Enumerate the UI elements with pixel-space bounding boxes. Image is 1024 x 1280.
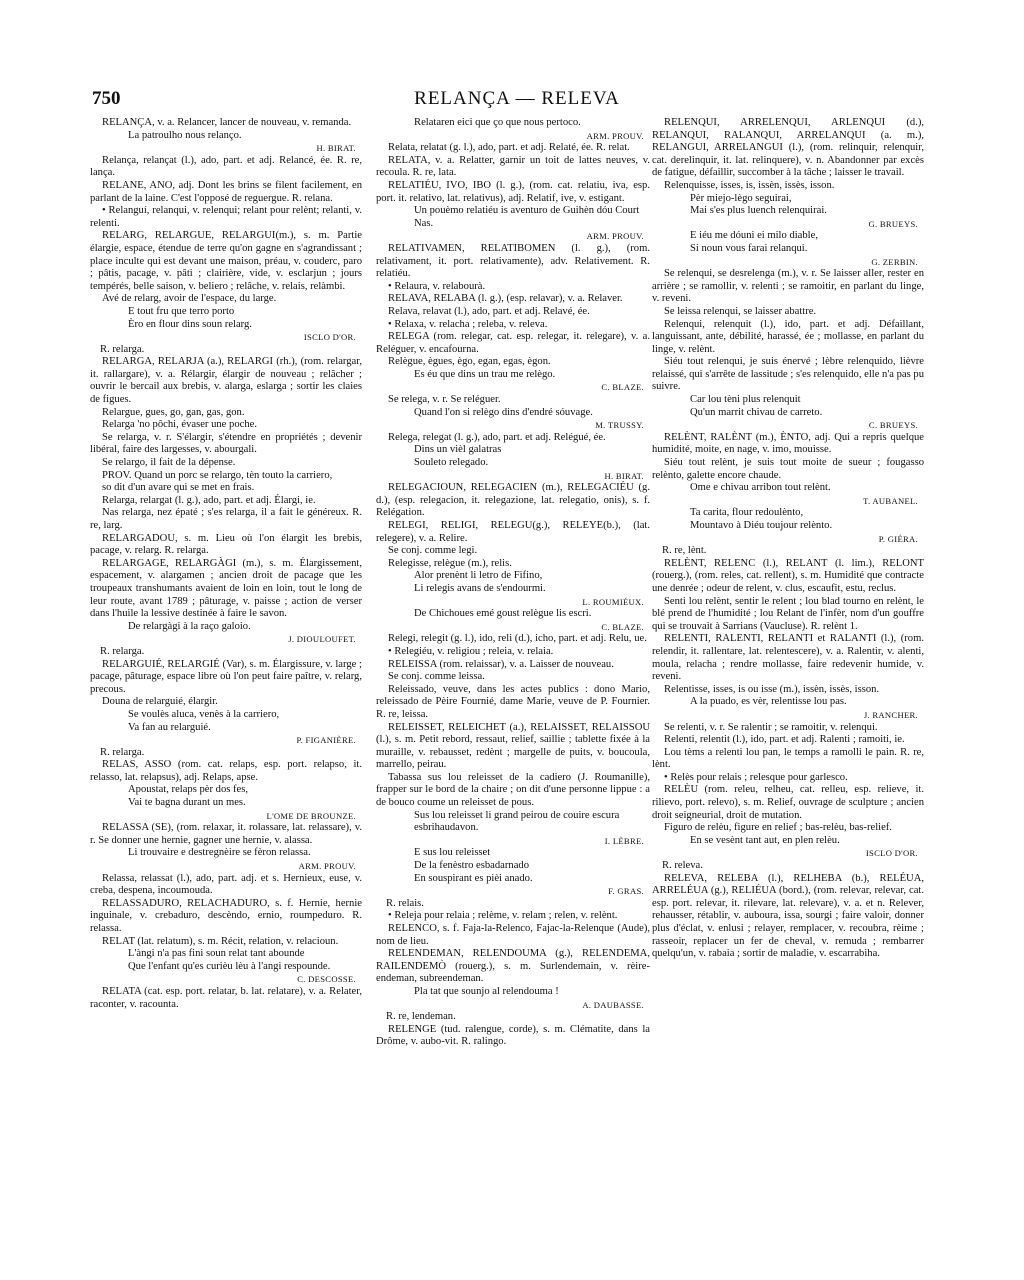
dictionary-entry: RELANE, ANO, adj. Dont les brins se filent facilement, en parlant de la laine. C'est l'opposé de reguergue. R. relana. bbox=[90, 179, 362, 204]
dictionary-entry: RELARGA, RELARJA (a.), RELARGI (rh.), (rom. relargar, it. rallargare), v. a. Rélargir, élargir de nouveau ; relâcher ; ouvrir le bercail aux brebis, v. alarga, eslarga ; sortir les claies de figues. bbox=[90, 356, 362, 406]
quotation-line: En souspirant es pièi anado. bbox=[414, 872, 533, 884]
dictionary-entry: Se relenqui, se desrelenga (m.), v. r. Se laisser aller, rester en arrière ; se ramollir, v. relenti ; se ramoitir, en parlant du linge, v. reveni. bbox=[652, 268, 924, 305]
quotation-attribution: G. ZERBIN. bbox=[871, 256, 918, 267]
quotation-line: Pla tat que sounjo al relendouma ! bbox=[414, 985, 559, 997]
quotation-attribution: I. LÈBRE. bbox=[604, 835, 644, 846]
quotation-line: Ta carita, flour redoulènto, bbox=[690, 507, 804, 519]
dictionary-entry: RELARGADOU, s. m. Lieu où l'on élargit les brebis, pacage, v. relarg. R. relarga. bbox=[90, 532, 362, 557]
etymology-reference: R. relarga. bbox=[100, 746, 145, 758]
quotation-line: Apoustat, relaps pèr dos fes, bbox=[128, 784, 249, 796]
quotation-attribution: A. DAUBASSE. bbox=[582, 999, 644, 1010]
quotation-line: E sus lou releisset bbox=[414, 847, 491, 859]
dictionary-entry: Relentisse, isses, is ou isse (m.), issèn, issès, isson. bbox=[664, 683, 880, 695]
dictionary-entry: RELENCO, s. f. Faja-la-Relenco, Fajac-la-Relenque (Aude), nom de lieu. bbox=[376, 923, 650, 947]
dictionary-entry: Relança, relançat (l.), ado, part. et adj. Relancé, ée. R. re, lança. bbox=[90, 154, 362, 179]
dictionary-entry: Douna de relarguié, élargir. bbox=[102, 696, 218, 708]
dictionary-entry: • Relès pour relais ; relesque pour garlesco. bbox=[664, 771, 848, 783]
quotation-attribution: ARM. PROUV. bbox=[298, 861, 356, 872]
dictionary-entry: Relenti, relentit (l.), ido, part. et adj. Ralenti ; ramoiti, ie. bbox=[664, 734, 905, 746]
dictionary-entry: RELATA (cat. esp. port. relatar, b. lat. relatare), v. a. Relater, raconter, v. racounta. bbox=[90, 985, 362, 1010]
dictionary-entry: Senti lou relènt, sentir le relent ; lou blad tourno en relènt, le blé prend de l'humidité ; lou Relant de l'infèr, nom d'un gouffre qui se trouvait à Sarrians (Vaucluse). R. relènt 1. bbox=[652, 595, 924, 632]
quotation-line: De Chichoues emé goust relègue lis escri. bbox=[414, 608, 592, 620]
dictionary-entry: so dit d'un avare qui se met en frais. bbox=[102, 482, 255, 494]
quotation-line: Dins un vièl galatras bbox=[414, 444, 502, 456]
quotation-line: De relargàgi à la raço galoio. bbox=[128, 620, 251, 632]
quotation-attribution: C. BRUEYS. bbox=[868, 420, 918, 431]
quotation-line: E tout fru que terro porto bbox=[128, 305, 235, 317]
dictionary-entry: Relassa, relassat (l.), ado, part. adj. et s. Hernieux, euse, v. creba, despena, incoumouda. bbox=[90, 872, 362, 897]
quotation-attribution: C. BLAZE. bbox=[601, 621, 644, 632]
quotation-line: Mountavo à Diéu toujour relènto. bbox=[690, 520, 833, 531]
dictionary-entry: Se leissa relenqui, se laisser abattre. bbox=[664, 305, 817, 317]
dictionary-entry: Relega, relegat (l. g.), ado, part. et adj. Relégué, ée. bbox=[388, 431, 606, 443]
quotation-line: E iéu me dóuni ei milo diable, bbox=[690, 230, 818, 242]
dictionary-entry: Se conj. comme leissa. bbox=[388, 671, 485, 683]
quotation-line: L'àngi n'a pas fini soun relat tant abounde bbox=[128, 948, 305, 960]
dictionary-entry: • Relaura, v. relabourà. bbox=[388, 280, 486, 292]
quotation-line: Se voulès aluca, venès à la carriero, bbox=[128, 708, 280, 720]
quotation-attribution: H. BIRAT. bbox=[316, 143, 356, 154]
quotation-line: Que l'enfant qu'es curièu lèu à l'angi respounde. bbox=[128, 960, 331, 972]
quotation-attribution: F. GRAS. bbox=[608, 886, 644, 897]
dictionary-entry: RELATA, v. a. Relatter, garnir un toit de lattes neuves, v. recoula. R. re, lata. bbox=[376, 154, 650, 179]
dictionary-entry: RELATIVAMEN, RELATIBOMEN (l. g.), (rom. relativament, it. port. relativamente), adv. Relativement. R. relatiéu. bbox=[376, 242, 650, 280]
quotation-attribution: C. DESCOSSE. bbox=[297, 974, 356, 985]
dictionary-entry: • Relanguí, relanqui, v. relenqui; relant pour relènt; relanti, v. relenti. bbox=[90, 205, 362, 229]
page-header bbox=[92, 88, 942, 112]
quotation-line: La patroulho nous relanço. bbox=[128, 129, 242, 141]
column-left bbox=[90, 117, 362, 1215]
column-right bbox=[652, 117, 924, 1215]
quotation-attribution: ARM. PROUV. bbox=[586, 130, 644, 141]
quotation-attribution: J. DIOULOUFET. bbox=[288, 634, 356, 645]
running-head: RELANÇA — RELEVA bbox=[414, 88, 620, 109]
quotation-line: Li relegis avans de s'endourmi. bbox=[414, 582, 546, 594]
quotation-attribution: ARM. PROUV. bbox=[586, 231, 644, 242]
dictionary-entry: Nas relarga, nez épaté ; s'es relarga, il a fait le généreux. R. re, larg. bbox=[90, 507, 362, 531]
dictionary-entry: Se relega, v. r. Se reléguer. bbox=[388, 394, 501, 406]
column-middle bbox=[376, 117, 650, 1215]
etymology-reference: R. re, lendeman. bbox=[386, 1011, 456, 1023]
dictionary-entry: Relargue, gues, go, gan, gas, gon. bbox=[102, 406, 245, 418]
dictionary-entry: PROV. Quand un porc se relargo, tèn touto la carriero, bbox=[102, 469, 333, 481]
dictionary-entry: RELAT (lat. relatum), s. m. Récit, relation, v. relacioun. bbox=[102, 935, 339, 947]
dictionary-entry: RELEISSET, RELEICHET (a.), RELAISSET, RELAISSOU (l.), s. m. Petit rebord, ressaut, relief, saillie ; tablette fixée à la muraille, v. rebausset, redènt ; margelle de puits, v. boucoula, marrello, peirau. bbox=[376, 721, 650, 771]
dictionary-entry: Se relenti, v. r. Se ralentir ; se ramoitir, v. relenqui. bbox=[664, 721, 878, 733]
dictionary-entry: RELEGACIOUN, RELEGACIEN (m.), RELEGACIÉU (g. d.), (esp. relegacion, it. relegazione, lat. relegatio, onis), s. f. Relégation. bbox=[376, 482, 650, 519]
dictionary-entry: • Releja pour relaia ; relème, v. relam ; relen, v. relènt. bbox=[388, 910, 618, 922]
quotation-attribution: P. FIGANIÈRE. bbox=[296, 735, 356, 746]
quotation-line: Car lou tèni plus relenquit bbox=[690, 394, 801, 406]
dictionary-entry: RELEGA (rom. relegar, cat. esp. relegar, it. relegare), v. a. Reléguer, v. encafourna. bbox=[376, 331, 650, 355]
quotation-line: De la fenèstro esbadarnado bbox=[414, 860, 530, 872]
quotation-attribution: P. GIÉRA. bbox=[878, 533, 918, 544]
dictionary-entry: • Relegiéu, v. religiou ; releia, v. relaia. bbox=[388, 645, 554, 657]
quotation-attribution: ISCLO D'OR. bbox=[303, 332, 356, 343]
quotation-line: Mai s'es plus luench relenquirai. bbox=[690, 205, 827, 217]
etymology-reference: R. relarga. bbox=[100, 645, 145, 657]
dictionary-entry: Tabassa sus lou releisset de la cadiero (J. Roumanille), frapper sur le bord de la chaire ; on dit d'une personne lippue : a de bouco coume un releisset de pous. bbox=[376, 771, 650, 809]
dictionary-entry: RELASSA (SE), (rom. relaxar, it. rolassare, lat. relassare), v. r. Se donner une hernie, gagner une hernie, v. alassa. bbox=[90, 822, 362, 846]
dictionary-entry: Se relargo, il fait de la dépense. bbox=[102, 457, 236, 469]
dictionary-entry: Avé de relarg, avoir de l'espace, du large. bbox=[102, 293, 277, 305]
dictionary-entry: Relarga 'no pôchi, évaser une poche. bbox=[102, 419, 257, 431]
dictionary-entry: RELENQUI, ARRELENQUI, ARLENQUI (d.), RELANQUI, RALANQUI, ARRELANQUI (a. m.), RELANGUI, ARRELANGUI (l.), (rom. relinquir, relenquir, cat. derelinquir, it. lat. relinquere), v. n. Abandonner par excès de fatigue, défaillir, succomber à la tâche ; laisser le travail. bbox=[652, 117, 924, 179]
dictionary-entry: RELÈNT, RALÈNT (m.), ÈNTO, adj. Qui a repris quelque humidité, moite, en nage, v. imo, mouisse. bbox=[652, 431, 924, 456]
dictionary-entry: Relegisse, relègue (m.), relis. bbox=[388, 557, 512, 569]
dictionary-entry: Siéu tout relenqui, je suis énervé ; lèbre relenquido, lièvre relaissé, qui s'arrête de lassitude ; s'es relenquido, elle n'a pas pu suivre. bbox=[652, 356, 924, 393]
quotation-attribution: T. AUBANEL. bbox=[863, 495, 918, 506]
dictionary-entry: Figuro de relèu, figure en relief ; bas-relèu, bas-relief. bbox=[664, 822, 892, 834]
dictionary-entry: Relègue, ègues, ègo, egan, egas, ègon. bbox=[388, 356, 551, 368]
quotation-attribution: M. TRUSSY. bbox=[595, 420, 644, 431]
dictionary-entry: RELARGUIÉ, RELARGIÉ (Var), s. m. Élargissure, v. large ; pacage, pâturage, espace libre où l'on peut faire paître, v. relarg, precous. bbox=[90, 658, 362, 695]
quotation-line: Va fan au relarguié. bbox=[128, 721, 211, 733]
dictionary-entry: RELÈU (rom. releu, relheu, cat. relleu, esp. relieve, it. rilievo, port. relevo), s. m. Relief, ouvrage de sculpture ; ancien droit seigneurial, droit de mutation. bbox=[652, 784, 924, 821]
dictionary-entry: Releissado, veuve, dans les actes publics : dono Mario, releissado de Pèire Fournié, dame Marie, veuve de P. Fournier. R. re, leissa. bbox=[376, 683, 650, 720]
quotation-attribution: L'OME DE BROUNZE. bbox=[266, 810, 356, 821]
quotation-line: En se vesènt tant aut, en plen relèu. bbox=[690, 834, 840, 846]
etymology-reference: R. re, lènt. bbox=[662, 545, 707, 557]
quotation-line: Quand l'on si relègo dins d'endré sóuvage. bbox=[414, 406, 593, 418]
quotation-line: Vai te bagna durant un mes. bbox=[128, 797, 246, 809]
quotation-line: Alor prenènt li letro de Fifino, bbox=[414, 570, 543, 582]
etymology-reference: R. releva. bbox=[662, 860, 703, 872]
dictionary-entry: Relarga, relargat (l. g.), ado, part. et adj. Élargi, ie. bbox=[102, 494, 316, 506]
page-number: 750 bbox=[92, 88, 121, 109]
quotation-attribution: L. ROUMIÉUX. bbox=[582, 596, 644, 607]
dictionary-entry: Relata, relatat (g. l.), ado, part. et adj. Relaté, ée. R. relat. bbox=[388, 142, 630, 154]
dictionary-entry: RELAS, ASSO (rom. cat. relaps, esp. port. relapso, it. relasso, lat. relapsus), adj. Relaps, apse. bbox=[90, 759, 362, 783]
quotation-line: Pèr miejo-lègo seguirai, bbox=[690, 192, 792, 204]
dictionary-entry: RELENGE (tud. ralengue, corde), s. m. Clématite, dans la Drôme, v. aubo-vit. R. ralingo. bbox=[376, 1023, 650, 1048]
etymology-reference: R. relais. bbox=[386, 897, 424, 909]
dictionary-entry: Siéu tout relènt, je suis tout moite de sueur ; fougasso relènto, galette encore chaude. bbox=[652, 457, 924, 481]
quotation-attribution: H. BIRAT. bbox=[604, 470, 644, 481]
quotation-line: Souleto relegado. bbox=[414, 457, 489, 469]
dictionary-entry: RELEISSA (rom. relaissar), v. a. Laisser de nouveau. bbox=[388, 658, 614, 670]
etymology-reference: R. relarga. bbox=[100, 343, 145, 355]
dictionary-entry: Relegi, relegit (g. l.), ido, reli (d.), icho, part. et adj. Relu, ue. bbox=[388, 633, 647, 645]
dictionary-entry: RELATIÉU, IVO, IBO (l. g.), (rom. cat. relatiu, iva, esp. port. it. relativo, lat. relativus), adj. Relatif, ive, v. estigant. bbox=[376, 179, 650, 204]
quotation-line: Sus lou releisset li grand peirou de couire escura esbrihaudavon. bbox=[414, 809, 620, 834]
quotation-line: Ome e chivau arribon tout relènt. bbox=[690, 482, 831, 494]
quotation-line: Qu'un marrit chivau de carreto. bbox=[690, 406, 823, 418]
dictionary-entry: RELARGAGE, RELARGÀGI (m.), s. m. Élargissement, espacement, v. alargamen ; ancien droit de pacage que les troupeaux transhumants avaient de loin en loin, tout le long de leur route, avant 1789 ; pâturage, v. paisse ; action de verser dans l'huile la lessive destinée à faire le savon. bbox=[90, 557, 362, 620]
dictionary-entry: Se relarga, v. r. S'élargir, s'étendre en propriétés ; devenir libéral, faire des largesses, v. abourgali. bbox=[90, 431, 362, 456]
quotation-line: Es éu que dins un trau me relègo. bbox=[414, 368, 556, 380]
dictionary-entry: Lou tèms a relenti lou pan, le temps a ramolli le pain. R. re, lènt. bbox=[652, 746, 924, 771]
dictionary-entry: RELÈNT, RELENC (l.), RELANT (l. lim.), RELONT (rouerg.), (rom. reles, cat. rellent), s. m. Humidité que contracte une denrée ; odeur de relent, v. clus, escaufit, estu, reclus. bbox=[652, 557, 924, 594]
quotation-line: Si noun vous farai relanqui. bbox=[690, 242, 808, 254]
dictionary-entry: RELEGI, RELIGI, RELEGU(g.), RELEYE(b.), (lat. relegere), v. a. Relire. bbox=[376, 520, 650, 544]
dictionary-entry: RELARG, RELARGUE, RELARGUI(m.), s. m. Partie élargie, espace, étendue de terre qu'on gagne en s'agrandissant ; place inculte qui est devant une maison, préau, v. couderc, paro ; pâtis, pacage, v. pâti ; clairière, vide, v. esclarjun ; jours tempérés, belle saison, v. beliero ; relâche, v. relais, relàmbi. bbox=[90, 230, 362, 292]
dictionary-entry: Relenqui, relenquit (l.), ido, part. et adj. Défaillant, languissant, ante, débilité, harassé, ée ; mollasse, en parlant du linge, v. relènt. bbox=[652, 318, 924, 355]
dictionary-entry: RELASSADURO, RELACHADURO, s. f. Hernie, hernie inguinale, v. crebaduro, descèndo, ernio, roumpeduro. R. relassa. bbox=[90, 897, 362, 934]
quotation-line: Un pouèmo relatiéu is aventuro de Guihèn dóu Court Nas. bbox=[414, 205, 640, 229]
dictionary-entry: RELENTI, RALENTI, RELANTI et RALANTI (l.), (rom. relendir, it. rallentare, lat. relentescere), v. a. Ralentir, v. alenti, moula, relacha ; rendre mollasse, faire redevenir humide, v. reveni. bbox=[652, 633, 924, 683]
dictionary-entry: Relava, relavat (l.), ado, part. et adj. Relavé, ée. bbox=[388, 305, 590, 317]
dictionary-entry: Relenquisse, isses, is, issèn, issès, isson. bbox=[664, 179, 835, 191]
quotation-attribution: C. BLAZE. bbox=[601, 382, 644, 393]
quotation-attribution: J. RANCHER. bbox=[863, 709, 918, 720]
quotation-attribution: G. BRUEYS. bbox=[868, 218, 918, 229]
dictionary-entry: RELANÇA, v. a. Relancer, lancer de nouveau, v. remanda. bbox=[102, 117, 352, 128]
quotation-attribution: ISCLO D'OR. bbox=[865, 848, 918, 859]
quotation-line: A la puado, es vèr, relentisse lou pas. bbox=[690, 696, 847, 708]
dictionary-entry: RELENDEMAN, RELENDOUMA (g.), RELENDEMA, RAILENDEMÒ (rouerg.), s. m. Surlendemain, v. rèire-endeman, subreendeman. bbox=[376, 948, 650, 985]
dictionary-entry: RELEVA, RELEBA (l.), RELHEBA (b.), RELÉUA, ARRELÉUA (g.), RELIÉUA (bord.), (rom. relevar, relevar, cat. esp. port. relevar, it. rilevare, lat. relevare), v. a. et n. Relever, rehausser, rétablir, v. auboura, issa, sourgi ; faire valoir, donner plus d'éclat, v. enlusi ; relayer, remplacer, v. recoubra, rèime ; rasseoir, replacer un fer de cheval, v. remuda ; rembarrer quelqu'un, v. rabaia ; sortir de maladie, v. escarrabiha. bbox=[652, 872, 924, 960]
dictionary-entry: RELAVA, RELABA (l. g.), (esp. relavar), v. a. Relaver. bbox=[388, 293, 623, 305]
dictionary-entry: Se conj. comme legi. bbox=[388, 545, 478, 557]
quotation-line: Li trouvaire e destregnèire se fèron relassa. bbox=[128, 847, 311, 859]
dictionary-entry: • Relaxa, v. relacha ; releba, v. releva. bbox=[388, 318, 548, 330]
quotation-line: Relataren eici que ço que nous pertoco. bbox=[414, 117, 581, 128]
quotation-line: Èro en flour dins soun relarg. bbox=[128, 318, 252, 330]
